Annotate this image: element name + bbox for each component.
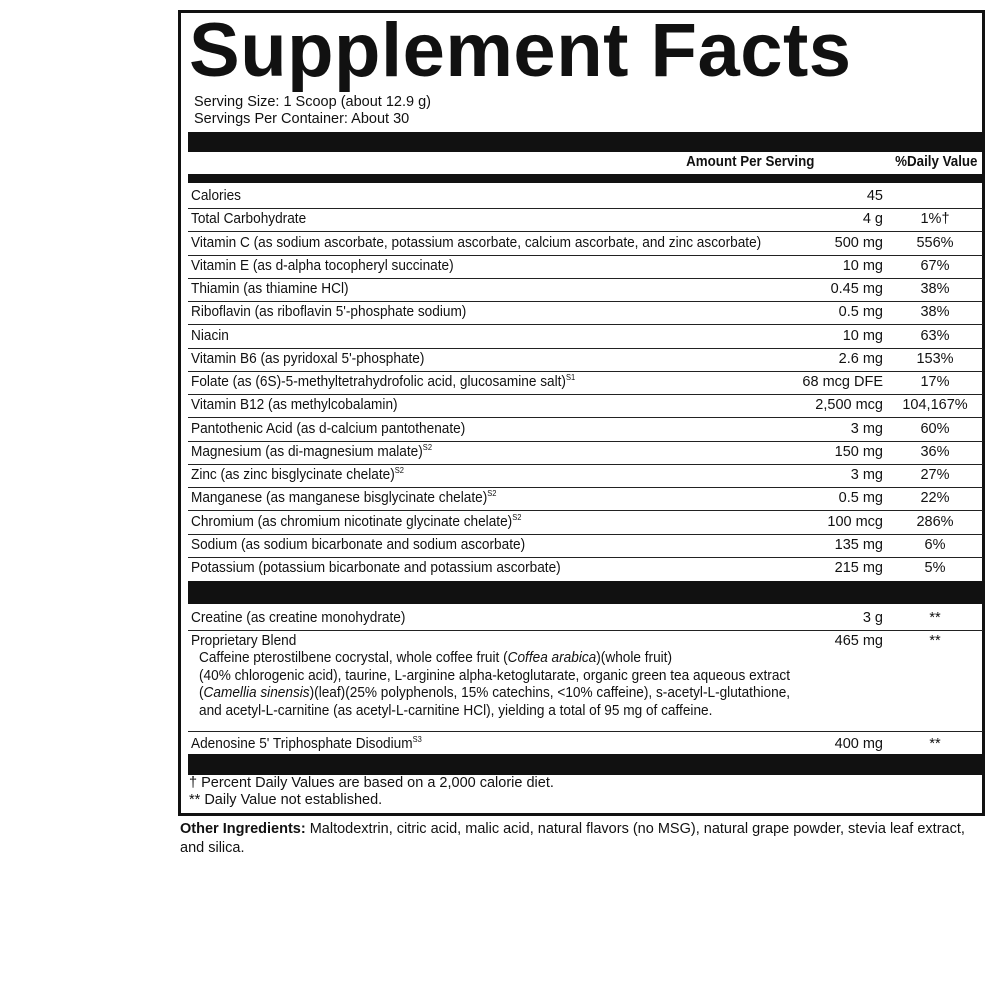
blend-text: and acetyl-L-carnitine (as acetyl-L-carnitine HCl), yielding a total of 95 mg of caffeine. (199, 702, 713, 719)
blend-botanical-name: Camellia sinensis (203, 685, 310, 701)
nutrient-name-text: Creatine (as creatine monohydrate) (191, 610, 406, 626)
nutrient-name (191, 421, 465, 438)
blend-botanical-name: Coffea arabica (507, 650, 597, 666)
nutrient-amount: 10 mg (842, 257, 883, 274)
blend-text: Caffeine pterostilbene cocrystal, whole coffee fruit ( (199, 650, 508, 666)
nutrient-daily-value: 6% (924, 536, 946, 553)
nutrient-amount: 3 g (862, 610, 883, 626)
nutrient-footnote-marker: S2 (487, 489, 497, 499)
nutrient-daily-value: 556% (916, 234, 954, 251)
nutrient-name-text: Vitamin C (as sodium ascorbate, potassium ascorbate, calcium ascorbate, and zinc ascorbate) (191, 234, 762, 251)
nutrient-amount: 0.45 mg (830, 281, 883, 297)
nutrient-name-text: Calories (191, 188, 241, 204)
row-divider (188, 510, 983, 511)
nutrient-daily-value: 286% (916, 513, 954, 530)
nutrient-name (191, 537, 525, 554)
blend-text: ( (199, 685, 204, 701)
nutrient-daily-value: 67% (920, 257, 950, 274)
blend-text: (40% chlorogenic acid), taurine, L-arginine alpha-ketoglutarate, organic green tea aqueous extract (199, 667, 790, 684)
daily-value-footnote: † Percent Daily Values are based on a 2,000 calorie diet. (189, 775, 554, 791)
servings-per-container: Servings Per Container: About 30 (194, 111, 410, 127)
nutrient-name (191, 397, 398, 414)
row-divider (188, 324, 983, 325)
nutrient-name-text: Zinc (as zinc bisglycinate chelate) (191, 467, 395, 483)
blend-line (199, 650, 790, 668)
proprietary-blend-ingredients (199, 650, 790, 720)
nutrient-name (191, 610, 405, 627)
nutrient-name (191, 633, 296, 650)
nutrient-name-text: Riboflavin (as riboflavin 5'-phosphate sodium) (191, 304, 467, 321)
nutrient-amount: 2.6 mg (838, 350, 883, 367)
nutrient-footnote-marker: S2 (512, 512, 522, 522)
nutrient-daily-value: 60% (920, 420, 950, 437)
nutrient-name (191, 490, 496, 507)
nutrient-amount: 500 mg (834, 234, 883, 251)
nutrient-footnote-marker: S1 (565, 373, 576, 383)
nutrient-name-text: Niacin (191, 327, 229, 344)
nutrient-name (191, 374, 575, 391)
blend-line (199, 703, 790, 721)
amount-per-serving-header: Amount Per Serving (685, 154, 814, 170)
row-divider (188, 630, 983, 631)
nutrient-name-text: Proprietary Blend (191, 633, 297, 649)
nutrient-name (191, 328, 229, 345)
nutrient-name (191, 736, 422, 753)
nutrient-name-text: Total Carbohydrate (191, 211, 307, 228)
nutrient-footnote-marker: S2 (394, 466, 404, 476)
nutrient-amount: 45 (866, 188, 883, 204)
nutrient-daily-value: 104,167% (902, 397, 968, 414)
nutrient-name-text: Manganese (as manganese bisglycinate chelate) (191, 490, 488, 507)
nutrient-name-text: Potassium (potassium bicarbonate and potassium ascorbate) (191, 560, 561, 576)
nutrient-name-text: Adenosine 5' Triphosphate Disodium (191, 736, 413, 752)
nutrient-name (191, 444, 432, 461)
panel-title: Supplement Facts (189, 8, 852, 93)
nutrient-amount: 400 mg (834, 736, 883, 752)
nutrient-name-text: Vitamin E (as d-alpha tocopheryl succinate) (191, 257, 454, 274)
blend-line (199, 685, 790, 703)
nutrient-name-text: Sodium (as sodium bicarbonate and sodium ascorbate) (191, 536, 526, 553)
nutrient-daily-value: 38% (920, 304, 950, 321)
nutrient-name (191, 514, 521, 531)
nutrient-daily-value: 27% (920, 467, 950, 483)
row-divider (188, 557, 983, 558)
nutrient-name (191, 467, 404, 484)
nutrient-name (191, 188, 241, 205)
nutrient-amount: 3 mg (850, 467, 883, 483)
row-divider (188, 278, 983, 279)
row-divider (188, 231, 983, 232)
nutrient-amount: 68 mcg DFE (802, 374, 883, 390)
row-divider (188, 441, 983, 442)
nutrient-name (191, 281, 349, 298)
nutrient-name-text: Vitamin B12 (as methylcobalamin) (191, 397, 398, 414)
nutrient-name-text: Thiamin (as thiamine HCl) (191, 281, 349, 297)
nutrient-name-text: Pantothenic Acid (as d-calcium pantothenate) (191, 420, 466, 437)
nutrient-amount: 4 g (862, 211, 883, 228)
row-divider (188, 394, 983, 395)
nutrient-name-text: Chromium (as chromium nicotinate glycinate chelate) (191, 513, 513, 530)
nutrient-daily-value: 1%† (920, 211, 950, 228)
thick-divider-top (188, 132, 983, 152)
blend-text: )(whole fruit) (596, 650, 673, 666)
nutrient-amount: 0.5 mg (838, 490, 883, 507)
row-divider (188, 348, 983, 349)
blend-text: )(leaf)(25% polyphenols, 15% catechins, <10% caffeine), s-acetyl-L-glutathione, (309, 685, 791, 701)
other-ingredients-label: Other Ingredients: (180, 821, 306, 837)
nutrient-amount: 135 mg (834, 536, 883, 553)
thick-divider-bottom (188, 754, 983, 775)
blend-line (199, 668, 790, 686)
thick-divider-middle (188, 581, 983, 604)
nutrient-daily-value: ** (929, 633, 941, 649)
thick-divider-header (188, 174, 983, 183)
nutrient-name (191, 304, 466, 321)
nutrient-daily-value: 63% (920, 327, 950, 344)
nutrient-daily-value: 17% (920, 374, 950, 390)
nutrient-amount: 0.5 mg (838, 304, 883, 321)
nutrient-name (191, 351, 424, 368)
not-established-footnote: ** Daily Value not established. (189, 792, 383, 808)
other-ingredients-text: Maltodextrin, citric acid, malic acid, natural flavors (no MSG), natural grape powder, stevia leaf extract, and silica. (180, 821, 965, 856)
nutrient-amount: 100 mcg (827, 513, 883, 530)
row-divider (188, 731, 983, 732)
row-divider (188, 255, 983, 256)
row-divider (188, 371, 983, 372)
row-divider (188, 417, 983, 418)
nutrient-daily-value: 5% (924, 560, 946, 576)
nutrient-amount: 10 mg (842, 327, 883, 344)
nutrient-amount: 215 mg (834, 560, 883, 576)
daily-value-header: %Daily Value (894, 154, 977, 170)
nutrient-name (191, 211, 306, 228)
nutrient-amount: 150 mg (834, 443, 883, 460)
row-divider (188, 487, 983, 488)
nutrient-footnote-marker: S3 (412, 735, 422, 745)
nutrient-daily-value: ** (929, 610, 941, 626)
nutrient-daily-value: 153% (916, 350, 954, 367)
row-divider (188, 301, 983, 302)
nutrient-name-text: Magnesium (as di-magnesium malate) (191, 443, 423, 460)
other-ingredients (180, 820, 990, 858)
nutrient-daily-value: 22% (920, 490, 950, 507)
row-divider (188, 534, 983, 535)
nutrient-name (191, 258, 454, 275)
nutrient-name (191, 235, 761, 252)
nutrient-daily-value: 36% (920, 443, 950, 460)
nutrient-name-text: Folate (as (6S)-5-methyltetrahydrofolic acid, glucosamine salt) (191, 374, 566, 390)
serving-size: Serving Size: 1 Scoop (about 12.9 g) (194, 94, 431, 110)
nutrient-amount: 2,500 mcg (815, 397, 883, 414)
nutrient-name (191, 560, 561, 577)
nutrient-amount: 465 mg (834, 633, 883, 649)
nutrient-daily-value: 38% (920, 281, 950, 297)
row-divider (188, 208, 983, 209)
nutrient-footnote-marker: S2 (422, 442, 433, 452)
nutrient-amount: 3 mg (850, 420, 883, 437)
supplement-facts-panel (178, 10, 985, 816)
nutrient-name-text: Vitamin B6 (as pyridoxal 5'-phosphate) (191, 350, 425, 367)
row-divider (188, 464, 983, 465)
nutrient-daily-value: ** (929, 736, 941, 752)
